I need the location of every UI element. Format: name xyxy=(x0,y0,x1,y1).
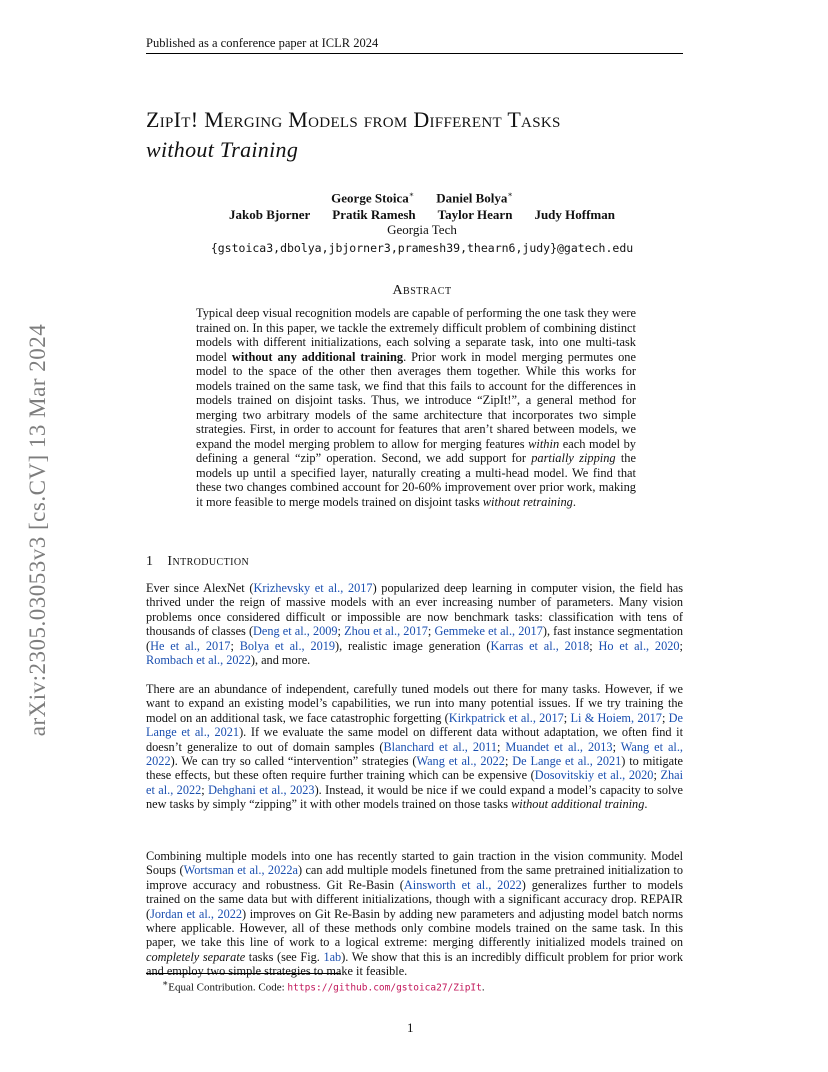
citation-link[interactable]: Gemmeke et al., 2017 xyxy=(434,624,543,639)
page-number: 1 xyxy=(407,1020,414,1035)
header-rule xyxy=(146,53,683,54)
section-number: 1 xyxy=(146,554,154,569)
citation-link[interactable]: Zhai et al., 2022 xyxy=(146,768,683,797)
citation-link[interactable]: Jordan et al., 2022 xyxy=(150,906,243,921)
citation-link[interactable]: Ho et al., 2020 xyxy=(598,638,680,653)
title-line-1: ZipIt! Merging Models from Different Tasks xyxy=(146,107,561,132)
citation-link[interactable]: Bolya et al., 2019 xyxy=(239,638,336,653)
figure-ref-link[interactable]: 1ab xyxy=(323,949,342,964)
citation-link[interactable]: Karras et al., 2018 xyxy=(490,638,590,653)
affiliation: Georgia Tech xyxy=(387,222,457,237)
running-header: Published as a conference paper at ICLR 2024 xyxy=(146,36,379,50)
author-row-2 xyxy=(146,206,698,223)
author: Judy Hoffman xyxy=(534,207,615,223)
citation-link[interactable]: Wortsman et al., 2022a xyxy=(183,863,298,878)
author: Taylor Hearn xyxy=(437,207,513,223)
code-url-link[interactable]: https://github.com/gstoica27/ZipIt xyxy=(287,982,482,994)
abstract-body: Typical deep visual recognition models are capable of performing the one task they were trained on. In this paper, we tackle the extremely difficult problem of combining distinct models with different initializations, each solving a separate task, into one multi-task model without any additional training. Prior work in model merging permutes one model to the space of the other then averages them together. While this works for models trained on the same task, we find that this fails to account for the differences in models trained on disjoint tasks. Thus, we introduce “ZipIt!”, a general method for merging two arbitrary models of the same architecture that incorporates two simple strategies. First, in order to account for features that aren’t shared between models, we expand the model merging problem to allow for merging features within each model by defining a general “zip” operation. Second, we add support for partially zipping the models up until a specified layer, naturally creating a multi-head model. We find that these two changes combined account for 20-60% improvement over prior work, making it more feasible to merge models trained on disjoint tasks without retraining. xyxy=(196,306,637,509)
author-emails: {gstoica3,dbolya,jbjorner3,pramesh39,thearn6,judy}@gatech.edu xyxy=(210,241,634,255)
citation-link[interactable]: Rombach et al., 2022 xyxy=(146,653,251,668)
citation-link[interactable]: Ainsworth et al., 2022 xyxy=(403,877,522,892)
abstract-heading: Abstract xyxy=(392,283,452,298)
citation-link[interactable]: De Lange et al., 2021 xyxy=(512,754,622,769)
footnote: ∗Equal Contribution. Code: https://github.com/gstoica27/ZipIt. xyxy=(162,978,485,994)
citation-link[interactable]: De Lange et al., 2021 xyxy=(146,710,683,740)
author-row-1 xyxy=(146,186,698,206)
section-title: Introduction xyxy=(167,554,250,569)
author-block xyxy=(146,186,698,223)
paragraph-3: Combining multiple models into one has recently started to gain traction in the vision community. Model Soups (Wortsman et al., 2022a) can add multiple models finetuned from the same pretrained initialization to improve accuracy and robustness. Git Re-Basin (Ainsworth et al., 2022) generalizes further to models trained on the same data but with different initializations, though with a significant accuracy drop. REPAIR (Jordan et al., 2022) improves on Git Re-Basin by adding new parameters and adjusting model batch norms where applicable. However, all of these methods only combine models trained on the same task. In this paper, we take this line of work to a logical extreme: merging differently initialized models trained on completely separate tasks (see Fig. 1ab). We show that this is an incredibly difficult problem for prior work and employ two simple strategies to make it feasible. xyxy=(146,849,683,979)
paragraph-1: Ever since AlexNet (Krizhevsky et al., 2017) popularized deep learning in computer vision, the field has thrived under the reign of massive models with an ever increasing number of parameters. Many vision problems once considered difficult or impossible are now benchmark tasks: classification with tens of thousands of classes (Deng et al., 2009; Zhou et al., 2017; Gemmeke et al., 2017), fast instance segmentation (He et al., 2017; Bolya et al., 2019), realistic image generation (Karras et al., 2018; Ho et al., 2020; Rombach et al., 2022), and more. xyxy=(146,581,684,668)
section-heading xyxy=(146,554,249,570)
citation-link[interactable]: Li & Hoiem, 2017 xyxy=(570,710,662,725)
citation-link[interactable]: Wang et al., 2022 xyxy=(146,739,683,769)
citation-link[interactable]: Muandet et al., 2013 xyxy=(505,739,613,754)
citation-link[interactable]: Dehghani et al., 2023 xyxy=(208,782,315,797)
arxiv-stamp xyxy=(8,280,68,780)
author: Daniel Bolya∗ xyxy=(436,190,513,206)
citation-link[interactable]: Krizhevsky et al., 2017 xyxy=(253,581,373,595)
paper-title xyxy=(146,105,706,165)
paragraph-2: There are an abundance of independent, carefully tuned models out there for many tasks. However, if we want to expand an existing model’s capabilities, we run into many potential issues. If we try training the model on an additional task, we face catastrophic forgetting (Kirkpatrick et al., 2017; Li & Hoiem, 2017; De Lange et al., 2021). If we evaluate the same model on different data without adaptation, we often find it doesn’t generalize to out of domain samples (Blanchard et al., 2011; Muandet et al., 2013; Wang et al., 2022). We can try so called “intervention” strategies (Wang et al., 2022; De Lange et al., 2021) to mitigate these effects, but these often require further training which can be expensive (Dosovitskiy et al., 2020; Zhai et al., 2022; Dehghani et al., 2023). Instead, it would be nice if we could expand a model’s capacity to solve new tasks by simply “zipping” it with other models trained on those tasks without additional training. xyxy=(146,682,683,812)
footnote-rule xyxy=(146,973,341,974)
citation-link[interactable]: Deng et al., 2009 xyxy=(253,624,338,639)
author: Pratik Ramesh xyxy=(332,207,416,223)
author: Jakob Bjorner xyxy=(229,207,311,223)
author: George Stoica∗ xyxy=(331,190,415,206)
citation-link[interactable]: Blanchard et al., 2011 xyxy=(383,739,497,754)
citation-link[interactable]: Wang et al., 2022 xyxy=(416,754,505,769)
citation-link[interactable]: Zhou et al., 2017 xyxy=(344,624,428,639)
title-line-2: without Training xyxy=(146,137,299,162)
citation-link[interactable]: Kirkpatrick et al., 2017 xyxy=(448,710,564,725)
arxiv-stamp-text: arXiv:2305.03053v3 [cs.CV] 13 Mar 2024 xyxy=(25,323,50,737)
citation-link[interactable]: He et al., 2017 xyxy=(150,638,231,653)
citation-link[interactable]: Dosovitskiy et al., 2020 xyxy=(534,768,654,783)
